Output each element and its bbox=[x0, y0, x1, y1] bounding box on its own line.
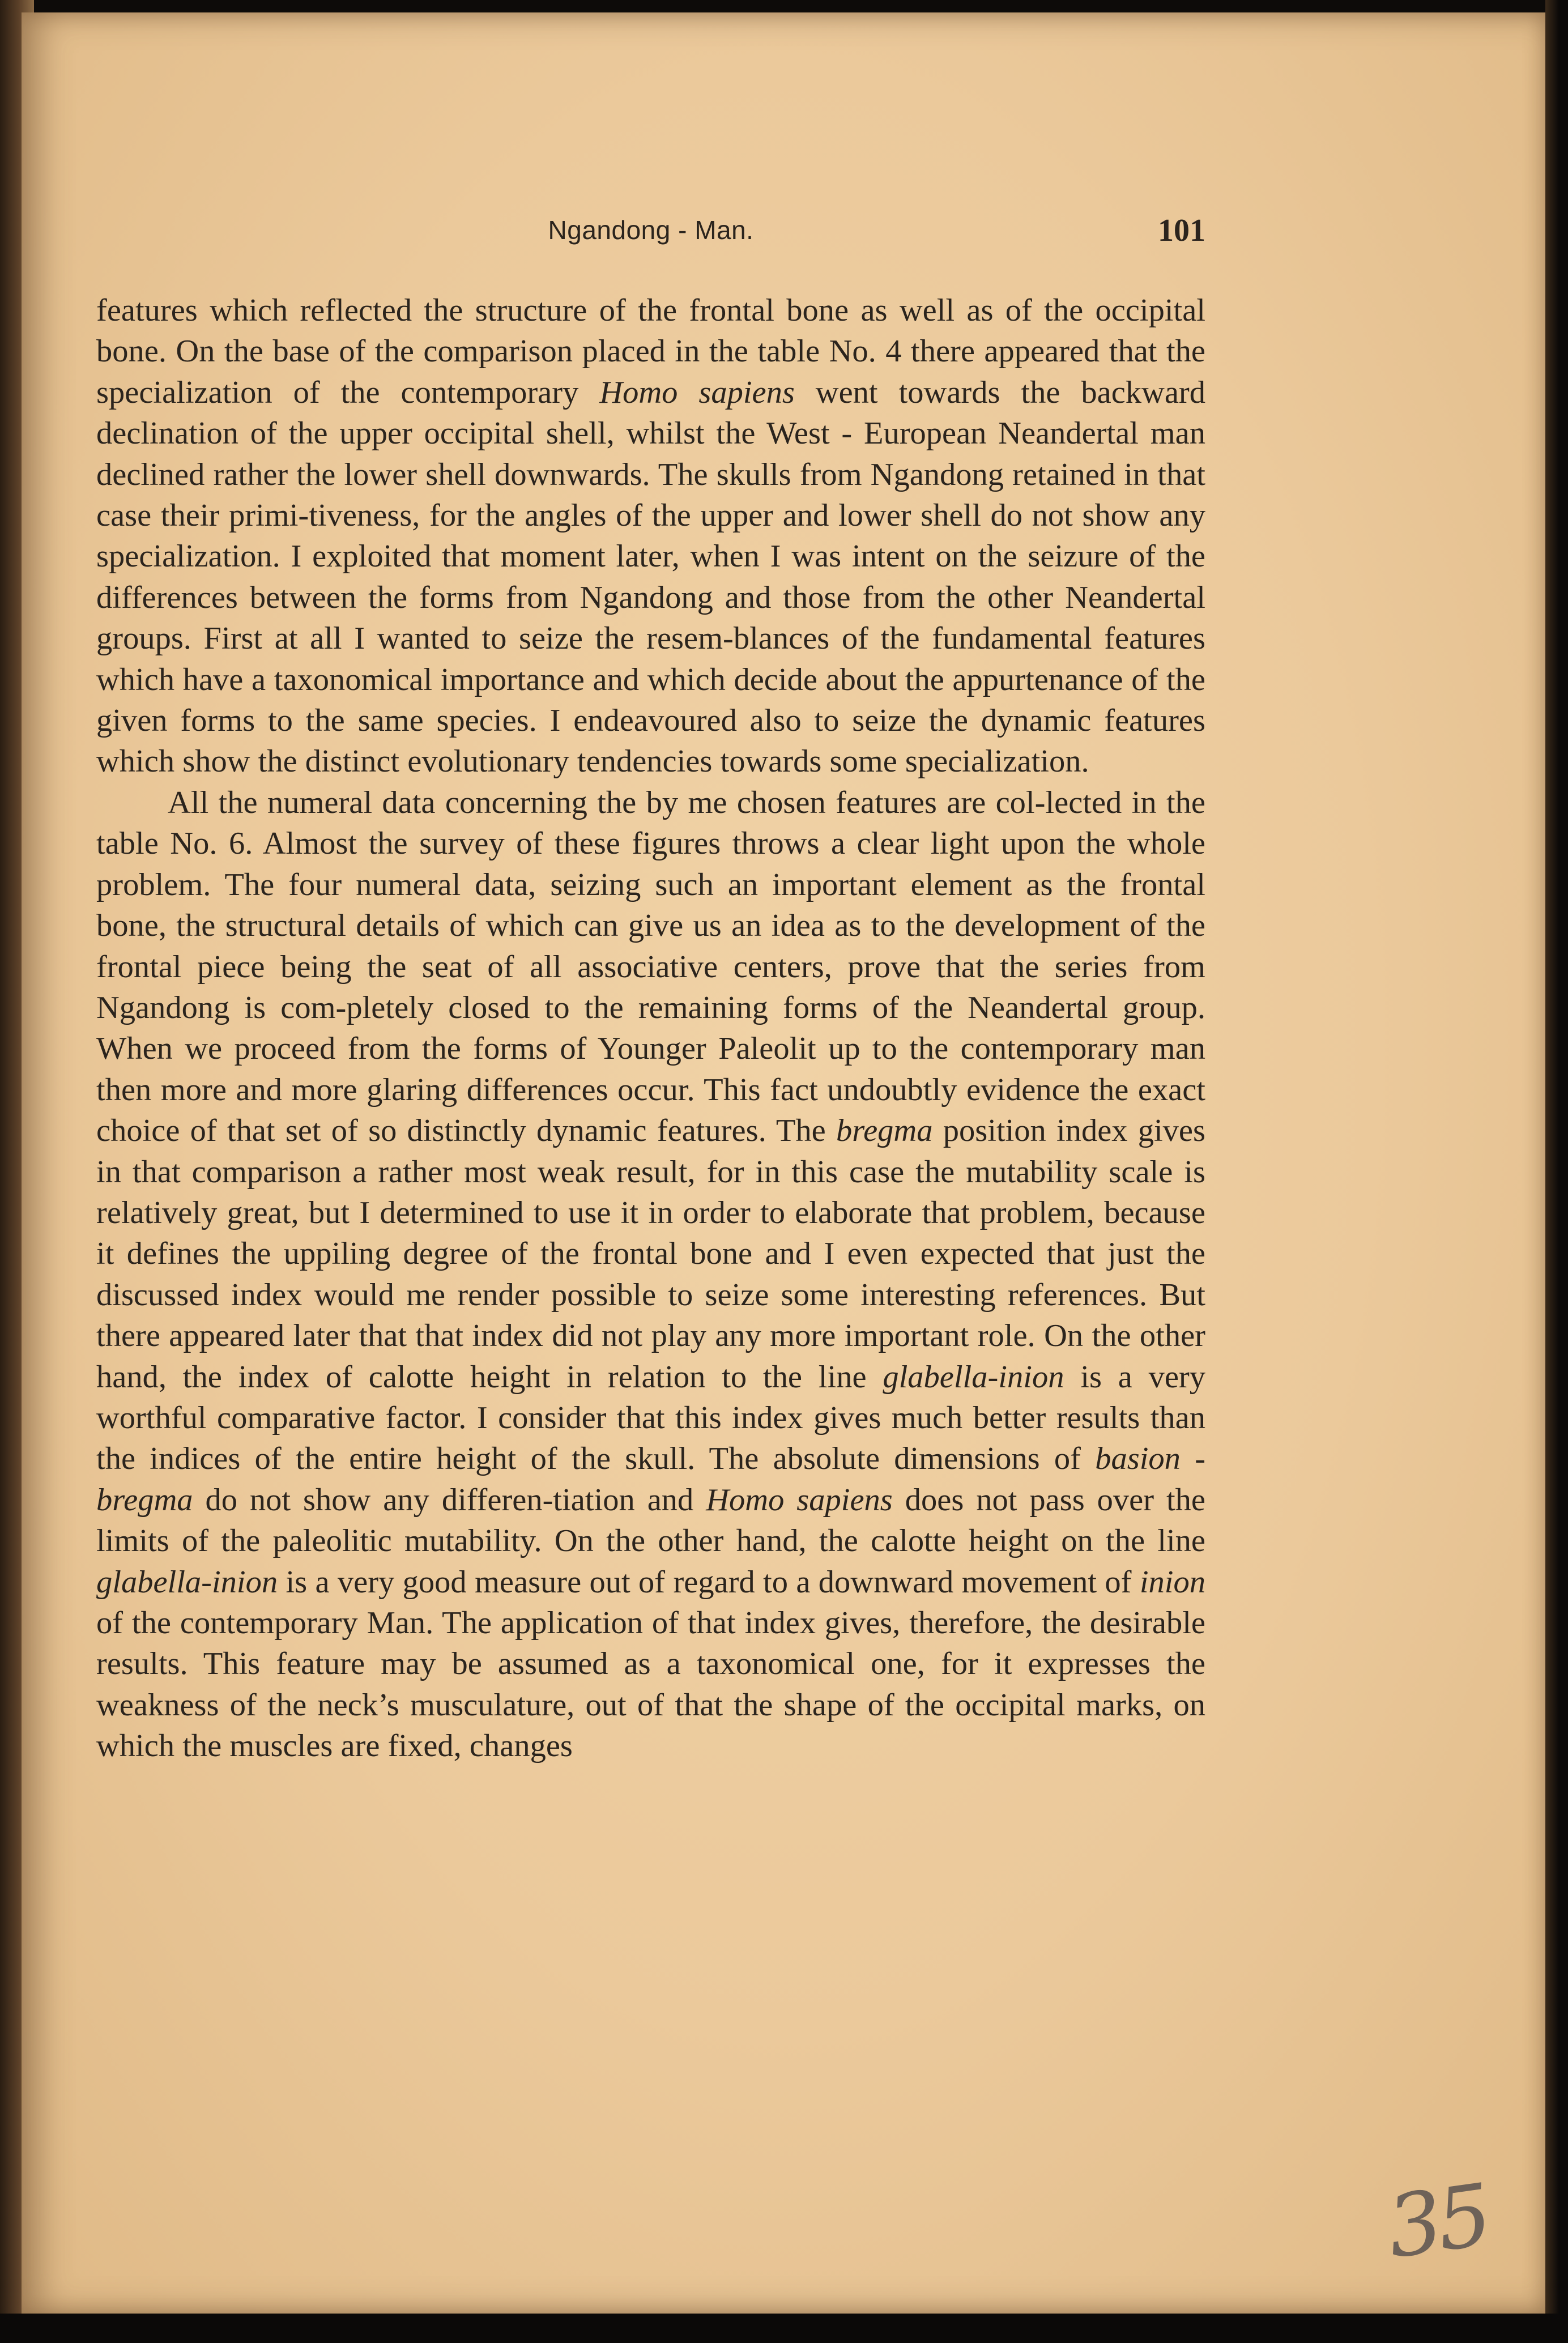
italic-term: inion bbox=[1139, 1564, 1205, 1600]
handwritten-page-note: 35 bbox=[1381, 2166, 1494, 2278]
text-run: is a very worthful comparative factor. I consider that this index gives much better results than the indices of the entire height of the skull. The absolute dimensions of bbox=[96, 1359, 1205, 1477]
text-run: went towards the backward declination of the upper occipital shell, whilst the West - European Neandertal man declined rather the lower shell downwards. The skulls from Ngandong retained in that case their primi-tiveness, for the angles of the upper and lower shell do not show any specialization. I exploited that moment later, when I was intent on the seizure of the differences between the forms from Ngandong and those from the other Neandertal groups. First at all I wanted to seize the resem-blances of the fundamental features which have a taxonomical importance and which decide about the appurtenance of the given forms to the same species. I endeavoured also to seize the dynamic features which show the distinct evolutionary tendencies towards some specialization. bbox=[96, 374, 1205, 779]
paragraph-2 bbox=[96, 782, 1205, 1767]
text-run: features which reflected the structure of the frontal bone as well as of the occipital bone. On the base of the comparison placed in the table No. 4 there appeared that the specialization of the contemporary bbox=[96, 293, 1205, 410]
running-head bbox=[96, 212, 1205, 258]
page-number: 101 bbox=[1158, 213, 1205, 248]
text-run: is a very good measure out of regard to a downward movement of bbox=[278, 1564, 1140, 1600]
text-run: All the numeral data concerning the by me chosen features are col-lected in the table No. 6. Almost the survey of these figures throws a clear light upon the whole problem. The four numeral data, seizing such an important element as the frontal bone, the structural details of which can give us an idea as to the development of the frontal piece being the seat of all associative centers, prove that the series from Ngandong is com-pletely closed to the remaining forms of the Neandertal group. When we proceed from the forms of Younger Paleolit up to the contemporary man then more and more glaring differences occur. This fact undoubtly evidence the exact choice of that set of so distinctly dynamic features. The bbox=[96, 785, 1205, 1149]
italic-term: bregma bbox=[836, 1113, 933, 1149]
running-title: Ngandong - Man. bbox=[548, 215, 754, 245]
text-run: of the contemporary Man. The application of that index gives, therefore, the desirable results. This feature may be assumed as a taxonomical one, for it expresses the weakness of the neck’s musculature, out of that the shape of the occipital marks, on which the muscles are fixed, changes bbox=[96, 1605, 1205, 1764]
text-run: position index gives in that comparison a rather most weak result, for in this case the mutability scale is relatively great, but I determined to use it in order to elaborate that problem, because it defines the uppiling degree of the frontal bone and I even expected that just the discussed index would me render possible to seize some interesting references. But there appeared later that that index did not play any more important role. On the other hand, the index of calotte height in relation to the line bbox=[96, 1113, 1205, 1395]
italic-term: Homo sapiens bbox=[706, 1482, 893, 1518]
page-right-edge bbox=[1545, 0, 1568, 2343]
italic-term: Homo sapiens bbox=[599, 374, 795, 410]
paragraph-1 bbox=[96, 290, 1205, 782]
italic-term: glabella-inion bbox=[883, 1359, 1064, 1395]
italic-term: basion - bregma bbox=[96, 1441, 1206, 1518]
text-run: does not pass over the limits of the paleolitic mutability. On the other hand, the calotte height on the line bbox=[96, 1482, 1206, 1559]
italic-term: glabella-inion bbox=[96, 1564, 278, 1600]
page-bottom-edge bbox=[0, 2314, 1568, 2343]
body-text bbox=[96, 290, 1205, 1767]
text-run: do not show any differen-tiation and bbox=[193, 1482, 706, 1518]
